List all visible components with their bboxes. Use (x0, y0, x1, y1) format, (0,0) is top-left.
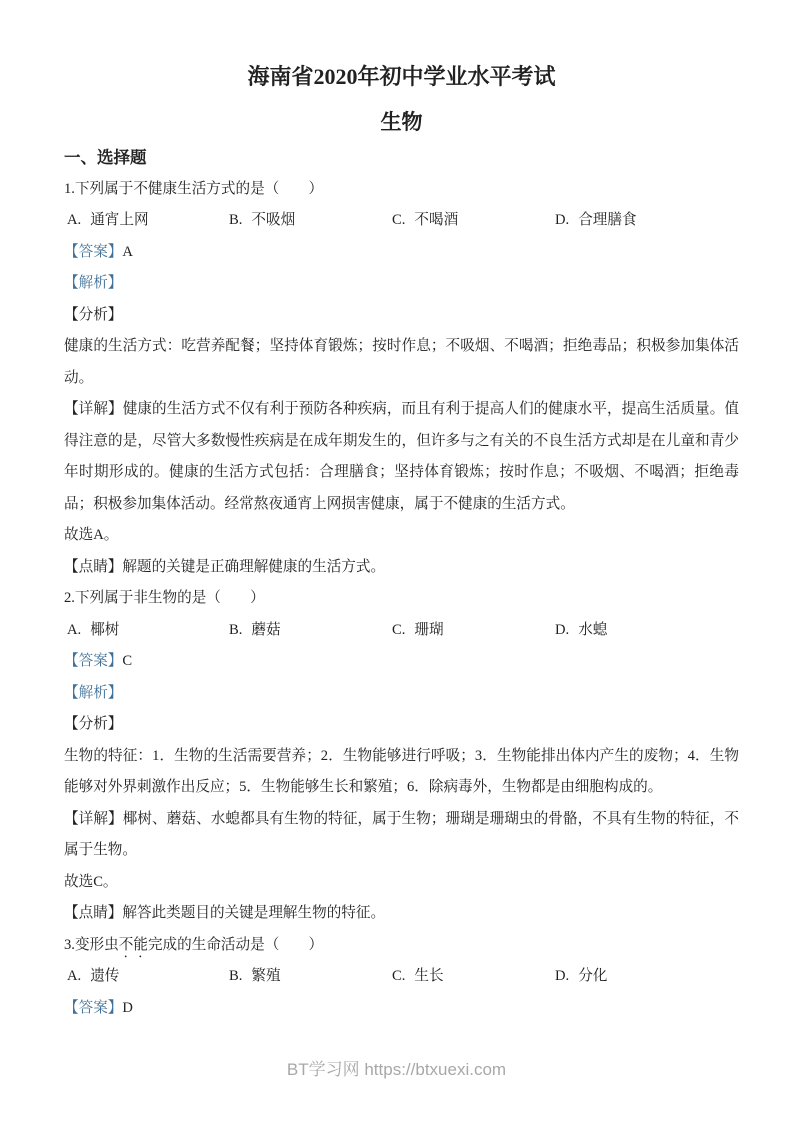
answer-letter: D (122, 999, 133, 1016)
question-1-number: 1. (64, 180, 75, 197)
option-label: A. (67, 212, 82, 228)
jiexi-marker: 【解析】 (64, 684, 123, 701)
question-2-dianjing-text: 【点睛】解答此类题目的关键是理解生物的特征。 (64, 905, 386, 921)
question-2-option-c (392, 615, 555, 647)
question-2-answer-line (64, 646, 739, 678)
option-label: C. (392, 621, 406, 638)
question-3 (64, 930, 739, 1025)
question-2-fenxi-label: 【分析】 (64, 716, 123, 732)
option-label: A. (67, 621, 82, 638)
option-label: B. (229, 212, 243, 228)
option-text: 通宵上网 (90, 212, 149, 228)
option-text: 蘑菇 (251, 621, 281, 638)
question-1-options (64, 205, 739, 237)
option-text: 椰树 (90, 621, 120, 638)
question-3-stem-post: 完成的生命活动是（ ） (147, 936, 324, 953)
option-label: D. (555, 968, 570, 984)
section-heading: 一、选择题 (64, 148, 147, 167)
question-2-number: 2. (64, 590, 75, 606)
answer-marker: 【答案】 (64, 243, 123, 260)
question-1-option-c (392, 205, 555, 237)
question-1-conclusion: 故选A。 (64, 527, 119, 543)
option-text: 繁殖 (251, 968, 281, 984)
page-subject: 生物 (380, 110, 423, 134)
question-2-option-a (67, 615, 229, 647)
question-2-options (64, 615, 739, 647)
question-1-jiexi-line (64, 268, 739, 300)
question-2 (64, 583, 739, 930)
question-3-option-a (67, 961, 229, 993)
question-1-option-d (555, 205, 739, 237)
option-label: D. (555, 212, 570, 228)
option-text: 遗传 (90, 968, 120, 984)
question-3-number: 3. (64, 936, 75, 953)
question-1-answer-line (64, 237, 739, 269)
watermark-footer: BT学习网 https://btxuexi.com (286, 1060, 507, 1079)
option-label: B. (229, 621, 243, 638)
option-text: 不喝酒 (414, 212, 459, 228)
question-1-fenxi-text: 健康的生活方式：吃营养配餐；坚持体育锻炼；按时作息；不吸烟、不喝酒；拒绝毒品；积极参加集体活动。 (64, 338, 739, 386)
question-1-xiangjie-text: 【详解】健康的生活方式不仅有利于预防各种疾病，而且有利于提高人们的健康水平，提高生活质量。值得注意的是，尽管大多数慢性疾病是在成年期发生的，但许多与之有关的不良生活方式却是在儿童和青少年时期形成的。健康的生活方式包括：合理膳食；坚持体育锻炼；按时作息；不吸烟、不喝酒；拒绝毒品；积极参加集体活动。经常熬夜通宵上网损害健康，属于不健康的生活方式。 (64, 401, 739, 512)
question-3-stem (64, 930, 739, 962)
jiexi-marker: 【解析】 (64, 275, 123, 291)
option-text: 水螅 (578, 621, 608, 638)
question-2-fenxi-text: 生物的特征：1．生物的生活需要营养；2．生物能够进行呼吸；3．生物能排出体内产生的废物；4．生物能够对外界刺激作出反应；5．生物能够生长和繁殖；6．除病毒外，生物都是由细胞构成的。 (64, 747, 739, 795)
question-2-option-d (555, 615, 739, 647)
question-3-stem-pre: 变形虫 (74, 936, 119, 953)
question-3-stem-emphasis: 不能 (118, 936, 148, 953)
page-title: 海南省2020年初中学业水平考试 (247, 64, 556, 89)
option-label: B. (229, 968, 243, 984)
option-text: 不吸烟 (251, 212, 296, 228)
question-1-fenxi-label: 【分析】 (64, 306, 123, 323)
option-label: D. (555, 621, 570, 638)
answer-marker: 【答案】 (64, 653, 123, 669)
question-1-stem-text: 下列属于不健康生活方式的是（ ） (74, 180, 324, 197)
question-2-jiexi-line (64, 678, 739, 710)
option-text: 分化 (578, 968, 608, 984)
option-label: C. (392, 968, 406, 984)
question-1-stem (64, 174, 739, 206)
answer-marker: 【答案】 (64, 999, 123, 1016)
question-1-option-a (67, 205, 229, 237)
option-text: 珊瑚 (414, 621, 444, 638)
option-label: A. (67, 968, 82, 984)
answer-letter: A (122, 243, 133, 260)
question-1-option-b (229, 205, 392, 237)
answer-letter: C (122, 653, 133, 669)
option-text: 生长 (414, 968, 444, 984)
question-2-option-b (229, 615, 392, 647)
question-2-stem-text: 下列属于非生物的是（ ） (74, 590, 265, 606)
question-2-xiangjie-text: 【详解】椰树、蘑菇、水螅都具有生物的特征，属于生物；珊瑚是珊瑚虫的骨骼，不具有生物的特征，不属于生物。 (64, 810, 739, 858)
option-text: 合理膳食 (578, 212, 637, 228)
question-3-answer-line (64, 993, 739, 1025)
question-2-stem (64, 583, 739, 615)
question-2-conclusion: 故选C。 (64, 873, 118, 890)
question-1-dianjing-text: 【点睛】解题的关键是正确理解健康的生活方式。 (64, 558, 386, 575)
question-3-option-c (392, 961, 555, 993)
question-3-options (64, 961, 739, 993)
question-3-option-d (555, 961, 739, 993)
question-1 (64, 174, 739, 584)
question-3-option-b (229, 961, 392, 993)
option-label: C. (392, 212, 406, 228)
